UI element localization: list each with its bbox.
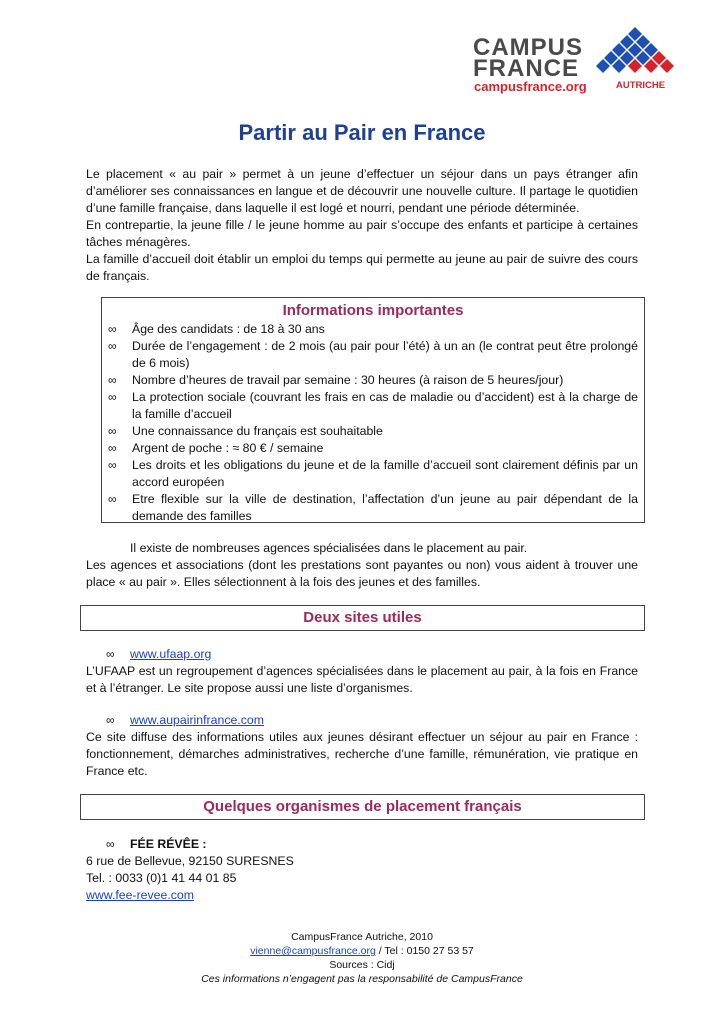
- bullet-icon: ∞: [108, 458, 117, 472]
- logo-word-france: FRANCE: [473, 55, 579, 82]
- bullet-icon: ∞: [108, 339, 117, 353]
- site-1: [86, 646, 638, 663]
- list-item: ∞ Une connaissance du français est souhaitable: [108, 424, 383, 438]
- list-item: [86, 646, 638, 663]
- org-link[interactable]: www.fee-revee.com: [86, 888, 194, 902]
- intro-paragraph-1: Le placement « au pair » permet à un jeune d’effectuer un séjour dans un pays étranger afin d’améliorer ses connaissances en langue et de découvrir une nouvelle culture. Il partage le quotidien d’une famille française, dans laquelle il est logé et nourri, pendant une période déterminée.: [86, 167, 638, 215]
- logo-word-campus: CAMPUS: [473, 34, 584, 61]
- site-1-description: L’UFAAP est un regroupement d’agences spécialisées dans le placement au pair, à la fois en France et à l’étranger. Le site propose aussi une liste d’organismes.: [86, 664, 638, 695]
- list-item: ∞ Nombre d’heures de travail par semaine : 30 heures (à raison de 5 heures/jour): [108, 373, 564, 387]
- orgs-box: [80, 794, 645, 820]
- logo-diamond-grid-icon: [580, 24, 690, 84]
- list-item: ∞ La protection sociale (couvrant les frais en cas de maladie ou d’accident) est à la charge de la famille d’accueil: [108, 390, 638, 421]
- list-item: ∞ Durée de l’engagement : de 2 mois (au pair pour l’été) à un an (le contrat peut être prolongé de 6 mois): [108, 339, 638, 370]
- agencies-section: [86, 540, 638, 591]
- bullet-icon: ∞: [106, 647, 115, 661]
- agencies-line-1: Il existe de nombreuses agences spécialisées dans le placement au pair.: [130, 541, 528, 555]
- bullet-icon: ∞: [106, 713, 115, 727]
- orgs-box-title: Quelques organismes de placement français: [203, 798, 522, 815]
- agencies-line-2: Les agences et associations (dont les prestations sont payantes ou non) vous aident à trouver une place « au pair ». Elles sélectionnent à la fois des jeunes et des familles.: [86, 558, 638, 589]
- org-tel: Tel. : 0033 (0)1 41 44 01 85: [86, 871, 237, 885]
- info-box: [101, 297, 645, 523]
- list-item: ∞ Etre flexible sur la ville de destination, l’affectation d’un jeune au pair dépendant de la demande des familles: [108, 492, 638, 523]
- footer: [0, 930, 724, 986]
- site-link-aupairinfrance[interactable]: www.aupairinfrance.com: [130, 713, 264, 727]
- intro-section: [86, 166, 638, 285]
- bullet-icon: ∞: [108, 390, 117, 404]
- bullet-icon: ∞: [106, 837, 115, 851]
- bullet-icon: ∞: [108, 322, 117, 336]
- footer-sources: Sources : Cidj: [329, 959, 395, 971]
- intro-paragraph-3: La famille d’accueil doit établir un emploi du temps qui permette au jeune au pair de suivre des cours de français.: [86, 252, 638, 283]
- footer-line-1: CampusFrance Autriche, 2010: [291, 931, 433, 943]
- site-link-ufaap[interactable]: www.ufaap.org: [130, 647, 212, 661]
- list-item: ∞ Âge des candidats : de 18 à 30 ans: [108, 322, 325, 336]
- org-address: 6 rue de Bellevue, 92150 SURESNES: [86, 854, 294, 868]
- bullet-icon: ∞: [108, 441, 117, 455]
- logo-url: campusfrance.org: [474, 79, 587, 94]
- sites-section: [86, 646, 638, 780]
- list-item: [86, 836, 638, 853]
- site-2-description: Ce site diffuse des informations utiles aux jeunes désirant effectuer un séjour au pair en France : fonctionnement, démarches administratives, recherche d’une famille, rémunération, vie pratique en France etc.: [86, 730, 638, 778]
- sites-box: [80, 605, 645, 631]
- bullet-icon: ∞: [108, 492, 117, 506]
- org-list: [86, 836, 638, 853]
- org-section: [86, 836, 638, 904]
- bullet-icon: ∞: [108, 424, 117, 438]
- sites-box-title: Deux sites utiles: [303, 609, 422, 626]
- footer-tel: / Tel : 0150 27 53 57: [375, 945, 474, 957]
- footer-disclaimer: Ces informations n’engagent pas la responsabilité de CampusFrance: [201, 973, 523, 985]
- list-item: [86, 712, 638, 729]
- page-title: Partir au Pair en France: [238, 120, 486, 145]
- list-item: ∞ Argent de poche : ≈ 80 € / semaine: [108, 441, 324, 455]
- campusfrance-logo: [470, 24, 690, 104]
- footer-email-link[interactable]: vienne@campusfrance.org: [250, 945, 376, 957]
- intro-paragraph-2: En contrepartie, la jeune fille / le jeune homme au pair s’occupe des enfants et participe à certaines tâches ménagères.: [86, 218, 638, 249]
- logo-country: AUTRICHE: [616, 80, 666, 91]
- info-list: [104, 321, 638, 525]
- org-name: FÉE RÉVÊE :: [130, 837, 207, 851]
- bullet-icon: ∞: [108, 373, 117, 387]
- footer-contact: [0, 944, 724, 958]
- info-box-title: Informations importantes: [282, 302, 464, 319]
- site-2: [86, 712, 638, 729]
- list-item: ∞ Les droits et les obligations du jeune et de la famille d’accueil sont clairement définis par un accord européen: [108, 458, 638, 489]
